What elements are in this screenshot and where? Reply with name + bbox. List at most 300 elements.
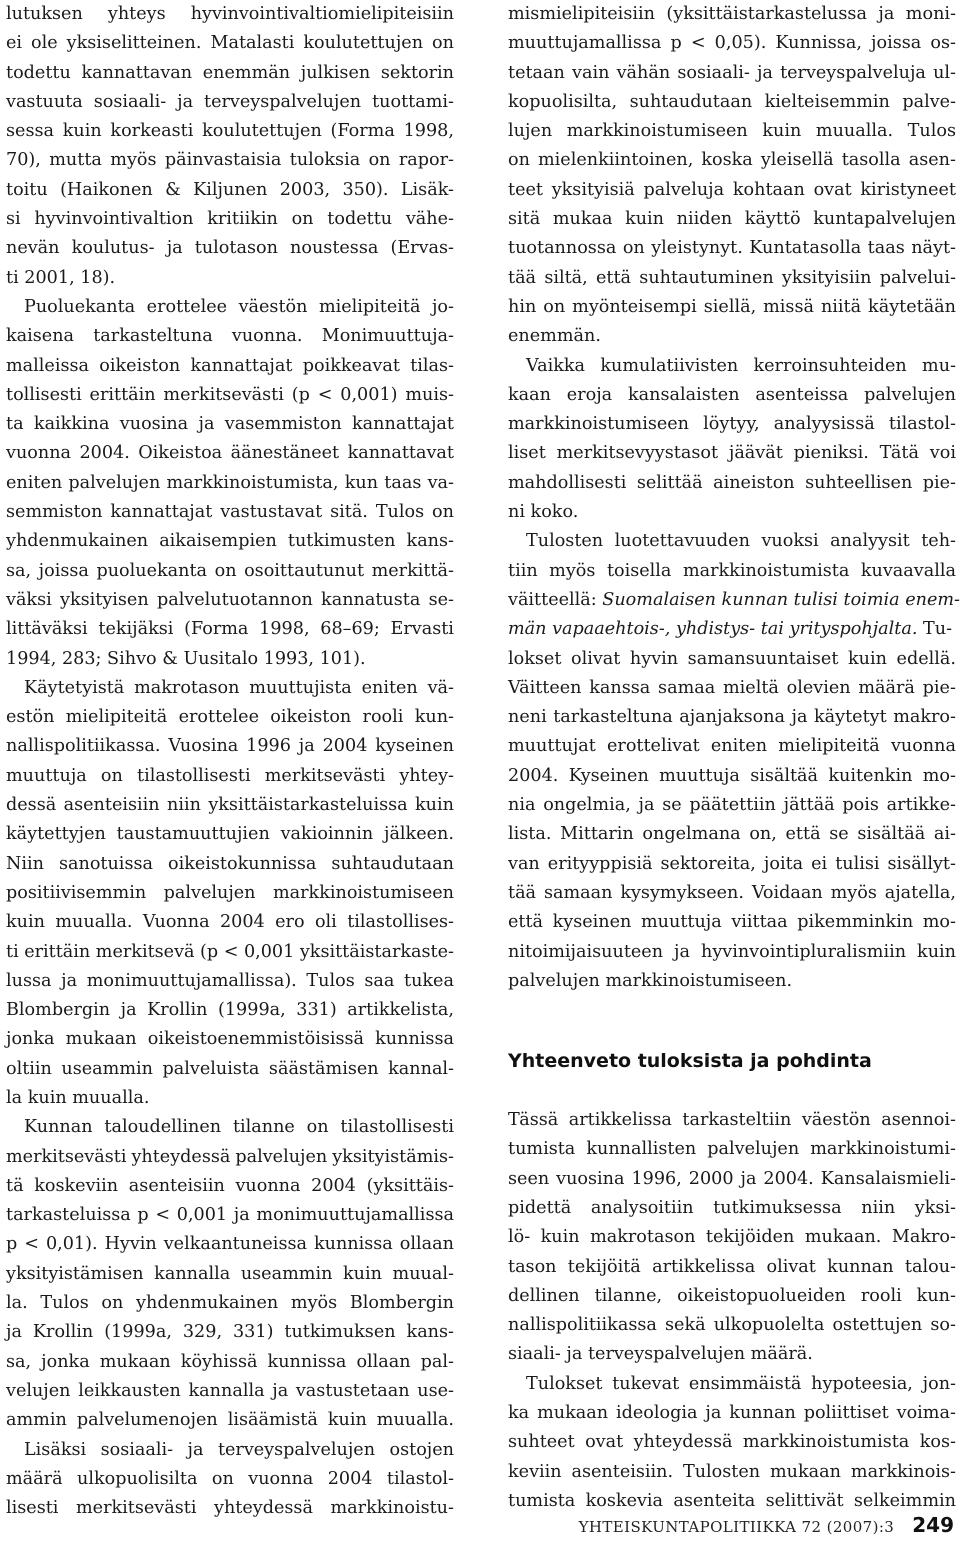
word: muuttujat — [508, 736, 596, 757]
word: koskeviin — [34, 1175, 119, 1196]
word: koulutettujen — [202, 121, 322, 142]
word: Kuntatasolla — [749, 238, 862, 259]
word: Blombergin — [6, 1000, 111, 1021]
word: sosiaali- — [93, 91, 167, 112]
text-line — [508, 146, 956, 175]
word: kans- — [406, 1322, 454, 1343]
word: yhdenmukainen — [6, 531, 149, 552]
word: ai- — [933, 824, 956, 845]
word: ja — [272, 1380, 289, 1401]
word: so- — [930, 1315, 956, 1336]
word: tarkasteltiin — [682, 1110, 792, 1131]
word: terveyspalvelujen — [204, 91, 362, 112]
word: p — [137, 1205, 149, 1226]
word: analyysit — [830, 531, 910, 552]
word: semmiston — [6, 502, 103, 523]
word: oikeiston — [270, 707, 352, 728]
word: ovat — [585, 1432, 624, 1453]
word: edellä. — [896, 648, 956, 669]
word: lokset — [508, 648, 562, 669]
word: niiden — [676, 209, 733, 230]
word: muualla. — [55, 912, 133, 933]
text-line — [6, 1465, 454, 1494]
word: käytetyt — [814, 707, 887, 728]
text-line — [508, 381, 956, 410]
word: 2004 — [322, 736, 368, 757]
word: moni- — [905, 4, 956, 24]
word: kuin — [848, 648, 887, 669]
word: lisesti — [6, 1498, 59, 1519]
word: merkitsevä — [95, 941, 195, 962]
word: yksityisiä — [551, 179, 635, 200]
word: selkeimmin — [853, 1490, 956, 1511]
word: 2004 — [219, 912, 265, 933]
word: Tulos — [40, 1293, 89, 1314]
word: < — [690, 33, 706, 54]
text-line — [508, 850, 956, 879]
word: analyysissä — [773, 414, 875, 435]
word: ka — [508, 1403, 530, 1424]
text-line — [508, 117, 956, 146]
word: ammin — [6, 1410, 67, 1431]
text-line — [508, 1311, 956, 1340]
word: kunnallisten — [586, 1139, 697, 1160]
word: korkeasti — [110, 121, 194, 142]
word: sessa — [6, 121, 54, 142]
word: Kiljunen — [193, 179, 268, 200]
word: kannattavan — [81, 62, 193, 83]
word: vain — [572, 62, 610, 83]
word: on — [214, 560, 237, 581]
word: vuonna — [6, 443, 72, 464]
word: ja — [756, 62, 773, 83]
word: hin — [508, 296, 537, 317]
word: Monimuuttuja- — [321, 326, 454, 347]
word: va- — [427, 472, 454, 493]
word: ja — [198, 414, 215, 435]
word: pie- — [922, 677, 956, 698]
word: monimuuttujamallissa). — [86, 970, 297, 991]
word: malleissa — [6, 355, 90, 376]
word: erittäin — [89, 384, 156, 405]
word: niin — [861, 1197, 896, 1218]
word: todettu — [6, 62, 71, 83]
word: yksi- — [914, 1197, 956, 1218]
word: (p — [291, 384, 310, 405]
word: tason — [508, 1256, 557, 1277]
word: tutkimuksessa — [713, 1197, 842, 1218]
word: 68–69; — [320, 619, 380, 640]
word: mielipiteitä — [778, 736, 880, 757]
word: 2004. — [508, 765, 559, 786]
word: mukaan — [537, 1403, 609, 1424]
word: oikeistopuolueiden — [677, 1285, 846, 1306]
word: hypoteesia, — [811, 1373, 913, 1394]
text-line — [508, 293, 956, 322]
text-line — [6, 1025, 454, 1054]
word: pikemminkin — [797, 912, 914, 933]
word: niin — [167, 795, 201, 816]
text-line — [6, 117, 454, 146]
word: ja — [638, 795, 655, 816]
word: < — [24, 1234, 39, 1255]
word: erottelee — [178, 707, 259, 728]
word: < — [155, 1205, 171, 1226]
word: Väitteen — [508, 677, 582, 698]
text-line — [6, 469, 454, 498]
word: ollaan — [356, 1351, 411, 1372]
text-line — [508, 615, 956, 644]
word: kuin — [415, 795, 454, 816]
word: talou- — [904, 1256, 956, 1277]
word: Ervasti — [390, 619, 454, 640]
word: tetaan — [508, 62, 565, 83]
word: asennoi- — [881, 1110, 956, 1131]
text-line — [6, 293, 454, 322]
text-line — [6, 205, 454, 234]
word: vä- — [427, 677, 454, 698]
word: ostettujen — [832, 1315, 923, 1336]
word: kannattajat — [110, 502, 213, 523]
word: Tulos — [907, 121, 956, 142]
word: kyseinen — [552, 912, 632, 933]
word: artikkelista, — [347, 1000, 454, 1021]
page-footer — [579, 1513, 954, 1537]
word: kun- — [414, 707, 454, 728]
word: 2004. — [79, 443, 130, 464]
text-line — [508, 586, 960, 615]
word: taas — [867, 238, 905, 259]
word: mismielipiteisiin — [508, 4, 655, 24]
text-line — [508, 820, 956, 849]
word: 350). — [342, 179, 389, 200]
word: mieltä — [722, 677, 779, 698]
text-line — [508, 1487, 956, 1516]
word: kaisena — [6, 326, 75, 347]
word: asenteisiin — [63, 795, 160, 816]
word: suhtaudutaan — [331, 853, 454, 874]
word: littäväksi — [6, 619, 88, 640]
word: mielenkiintoinen, — [538, 150, 694, 171]
word: suhteet — [508, 1432, 575, 1453]
text-line — [508, 1106, 956, 1135]
word: Kunnan — [24, 1117, 93, 1138]
word: erittäin — [24, 941, 91, 962]
text-line — [6, 938, 454, 967]
word: tulotason — [194, 238, 278, 259]
word: rooli — [362, 707, 404, 728]
text-line — [6, 322, 454, 351]
word: markkinois- — [850, 1461, 956, 1482]
word: sekä — [665, 1315, 706, 1336]
word: ja — [791, 707, 808, 728]
word: on — [368, 150, 391, 171]
text-line — [6, 29, 454, 58]
word: ja — [177, 91, 194, 112]
word: teh- — [921, 531, 956, 552]
word: köyhissä — [180, 1351, 258, 1372]
text-line — [508, 1370, 956, 1399]
word: palvelujen — [707, 1139, 800, 1160]
word: p — [6, 1234, 18, 1255]
word: mielipiteitä — [318, 296, 421, 317]
word: rapor- — [398, 150, 454, 171]
word: olivat — [570, 648, 621, 669]
word: sisällyt- — [887, 853, 956, 874]
text-line — [508, 469, 956, 498]
word: koulutus- — [71, 238, 155, 259]
word: seen — [508, 1168, 550, 1189]
word: olivat — [766, 1256, 816, 1277]
word: hyvinvointipluralismiin — [701, 941, 907, 962]
word: myös — [830, 882, 877, 903]
word: ollaan — [399, 1234, 454, 1255]
word: lussa — [6, 970, 52, 991]
text-line — [508, 439, 956, 468]
word: julkisen — [300, 62, 371, 83]
word: selittää — [636, 472, 703, 493]
word: aineiston — [713, 472, 795, 493]
word: ideologia — [616, 1403, 698, 1424]
word: tilanne — [232, 1117, 295, 1138]
word: tä — [6, 1175, 24, 1196]
word: muuttuja — [6, 765, 87, 786]
word: kuin — [6, 912, 45, 933]
word: Kyseinen — [568, 765, 649, 786]
word: kuin — [917, 941, 956, 962]
text-line — [6, 439, 454, 468]
text-line — [6, 850, 454, 879]
word: yksiselitteinen. — [66, 33, 202, 54]
word: lö- — [508, 1227, 531, 1248]
word: yksityistämis- — [332, 1146, 454, 1167]
word: merkittä- — [371, 560, 454, 581]
word: tää — [508, 882, 537, 903]
word: 0,001 — [243, 941, 295, 962]
word: analysoitiin — [590, 1197, 694, 1218]
word: Blombergin — [349, 1293, 454, 1314]
word: hyvinvointivaltion — [34, 209, 194, 230]
word: (yksittäis- — [366, 1175, 454, 1196]
word: & — [165, 179, 181, 200]
word: yleisellä — [760, 150, 834, 171]
word: puoluekanta — [96, 560, 208, 581]
word: tollisesti — [6, 384, 82, 405]
word: kannalla — [154, 1263, 231, 1284]
word: suhteellisen — [805, 472, 913, 493]
word: 2000 — [688, 1168, 734, 1189]
text-line — [508, 557, 956, 586]
text-line — [6, 352, 454, 381]
word: ostojen — [389, 1439, 454, 1460]
word: teet — [508, 179, 543, 200]
word: p — [670, 33, 682, 54]
word: van — [508, 853, 540, 874]
word: markkinoistu- — [330, 1498, 454, 1519]
word: tekijöiden — [705, 1227, 795, 1248]
word: Puoluekanta — [24, 296, 136, 317]
text-line — [6, 381, 454, 410]
word: tilastollisesti — [340, 1117, 454, 1138]
word: jo- — [431, 296, 454, 317]
word: markkinoistumiseen — [272, 882, 454, 903]
word: leikkausten — [78, 1380, 181, 1401]
word: oikeiston — [99, 355, 181, 376]
word: asen- — [908, 150, 956, 171]
word: näyt- — [911, 238, 956, 259]
word: rooli — [860, 1285, 902, 1306]
word: palveluista — [162, 1058, 260, 1079]
text-line — [508, 1135, 956, 1164]
word: ero — [275, 912, 305, 933]
word: ja — [705, 1403, 722, 1424]
word: ongelmia, — [543, 795, 631, 816]
text-line — [508, 938, 956, 967]
word: kaan — [508, 384, 551, 405]
word: missä — [763, 296, 814, 317]
section-heading: Yhteenveto tuloksista ja pohdinta — [508, 1050, 872, 1073]
text-line — [508, 762, 956, 791]
word: voi — [929, 443, 956, 464]
word: erottelivat — [607, 736, 700, 757]
word: tukea — [404, 970, 454, 991]
word: sa, — [6, 560, 32, 581]
text-line — [508, 1223, 956, 1252]
word: on — [508, 150, 530, 171]
word: Käytetyistä — [24, 677, 125, 698]
word: mutta — [49, 150, 102, 171]
word: sanotuissa — [58, 853, 153, 874]
word: palvelumenojen — [76, 1410, 218, 1431]
text-line — [508, 59, 956, 88]
word: markkinoistumista, — [166, 472, 339, 493]
word: on — [306, 1117, 329, 1138]
word: toisella — [606, 560, 672, 581]
word: koska — [701, 150, 753, 171]
word: Lisäk- — [400, 179, 454, 200]
word: 1998, — [403, 121, 454, 142]
word: yksittäistarkaste- — [299, 941, 454, 962]
word: joissa — [38, 560, 89, 581]
word: vähe- — [405, 209, 454, 230]
word: 329, — [182, 1322, 223, 1343]
word: Voidaan — [751, 882, 823, 903]
text-line — [508, 1399, 956, 1428]
word: Tulosten — [526, 531, 604, 552]
word: artikkelissa — [568, 1110, 672, 1131]
text-line — [508, 1165, 956, 1194]
word: kopuolisilta, — [508, 91, 618, 112]
word: pie- — [922, 472, 956, 493]
text-line — [6, 88, 454, 117]
word: yhteydessä — [214, 1498, 313, 1519]
word: vuonna. — [231, 326, 303, 347]
word: (Ervas- — [390, 238, 454, 259]
word: merkitsevästi — [75, 1498, 197, 1519]
word: Kansalaismieli- — [820, 1168, 956, 1189]
word: vakioinnin — [280, 824, 374, 845]
word: Matalasti — [210, 33, 295, 54]
word: määrä — [6, 1468, 63, 1489]
word: Makro- — [891, 1227, 956, 1248]
word: joita — [763, 853, 804, 874]
word: hyvin — [629, 648, 679, 669]
text-line — [508, 1458, 956, 1487]
word: tumista — [508, 1490, 576, 1511]
word: sitä — [508, 209, 541, 230]
word: Tässä — [508, 1110, 559, 1131]
word: ole — [31, 33, 58, 54]
word: markkinoistumiseen — [508, 414, 690, 435]
text-line — [6, 1377, 454, 1406]
word: mo- — [922, 912, 956, 933]
word: muual- — [392, 1263, 454, 1284]
word: Krollin — [32, 1322, 94, 1343]
word: oli — [314, 912, 337, 933]
word: mahdollisesti — [508, 472, 627, 493]
word: enemmän — [202, 62, 291, 83]
text-line — [6, 176, 454, 205]
text-line — [6, 498, 454, 527]
text-line: siaali- ja terveyspalvelujen määrä. — [508, 1344, 813, 1365]
word: makrotason — [134, 677, 240, 698]
word: 70), — [6, 150, 41, 171]
word: < — [223, 941, 239, 962]
word: (Haikonen — [60, 179, 153, 200]
word: kannattavat — [347, 443, 454, 464]
text-line — [508, 645, 956, 674]
text-line — [508, 234, 956, 263]
word: liset — [508, 443, 546, 464]
word: sitä. — [330, 502, 368, 523]
word: keviin — [508, 1461, 562, 1482]
word: väestön — [238, 296, 308, 317]
left-column — [6, 0, 454, 1523]
word: merkitsevästi — [163, 384, 284, 405]
word: ti — [6, 941, 19, 962]
word: Oikeistoa — [138, 443, 223, 464]
text-line — [6, 0, 454, 29]
text-line — [508, 0, 956, 29]
word: myönteisempi — [572, 296, 697, 317]
word: markkinoistumiseen — [566, 121, 748, 142]
text-line — [6, 703, 454, 732]
word: olevien — [786, 677, 851, 698]
word: asenteissa — [755, 384, 849, 405]
word: ei — [811, 853, 828, 874]
word: eniten — [361, 677, 418, 698]
word: < — [317, 384, 333, 405]
word: pois — [842, 795, 879, 816]
word: Mittarin — [560, 824, 634, 845]
word: useammin — [240, 1263, 333, 1284]
word: jäävät — [728, 443, 783, 464]
word: vuosina — [556, 1168, 625, 1189]
word: kannattajat — [352, 414, 454, 435]
journal-reference: YHTEISKUNTAPOLITIIKKA 72 (2007):3 — [578, 1518, 895, 1536]
word: nallispolitiikassa — [508, 1315, 657, 1336]
word: palvelutuotannon — [156, 589, 313, 610]
word: palvelujen — [68, 472, 161, 493]
word: ja — [166, 238, 183, 259]
word: eroja — [566, 384, 613, 405]
word: tilastollisesti — [137, 765, 251, 786]
word: vuonna — [248, 1468, 314, 1489]
word: kuin — [762, 121, 802, 142]
word: 1998, — [259, 619, 310, 640]
word: kannattajat — [190, 355, 293, 376]
word: kuvaavalla — [860, 560, 956, 581]
